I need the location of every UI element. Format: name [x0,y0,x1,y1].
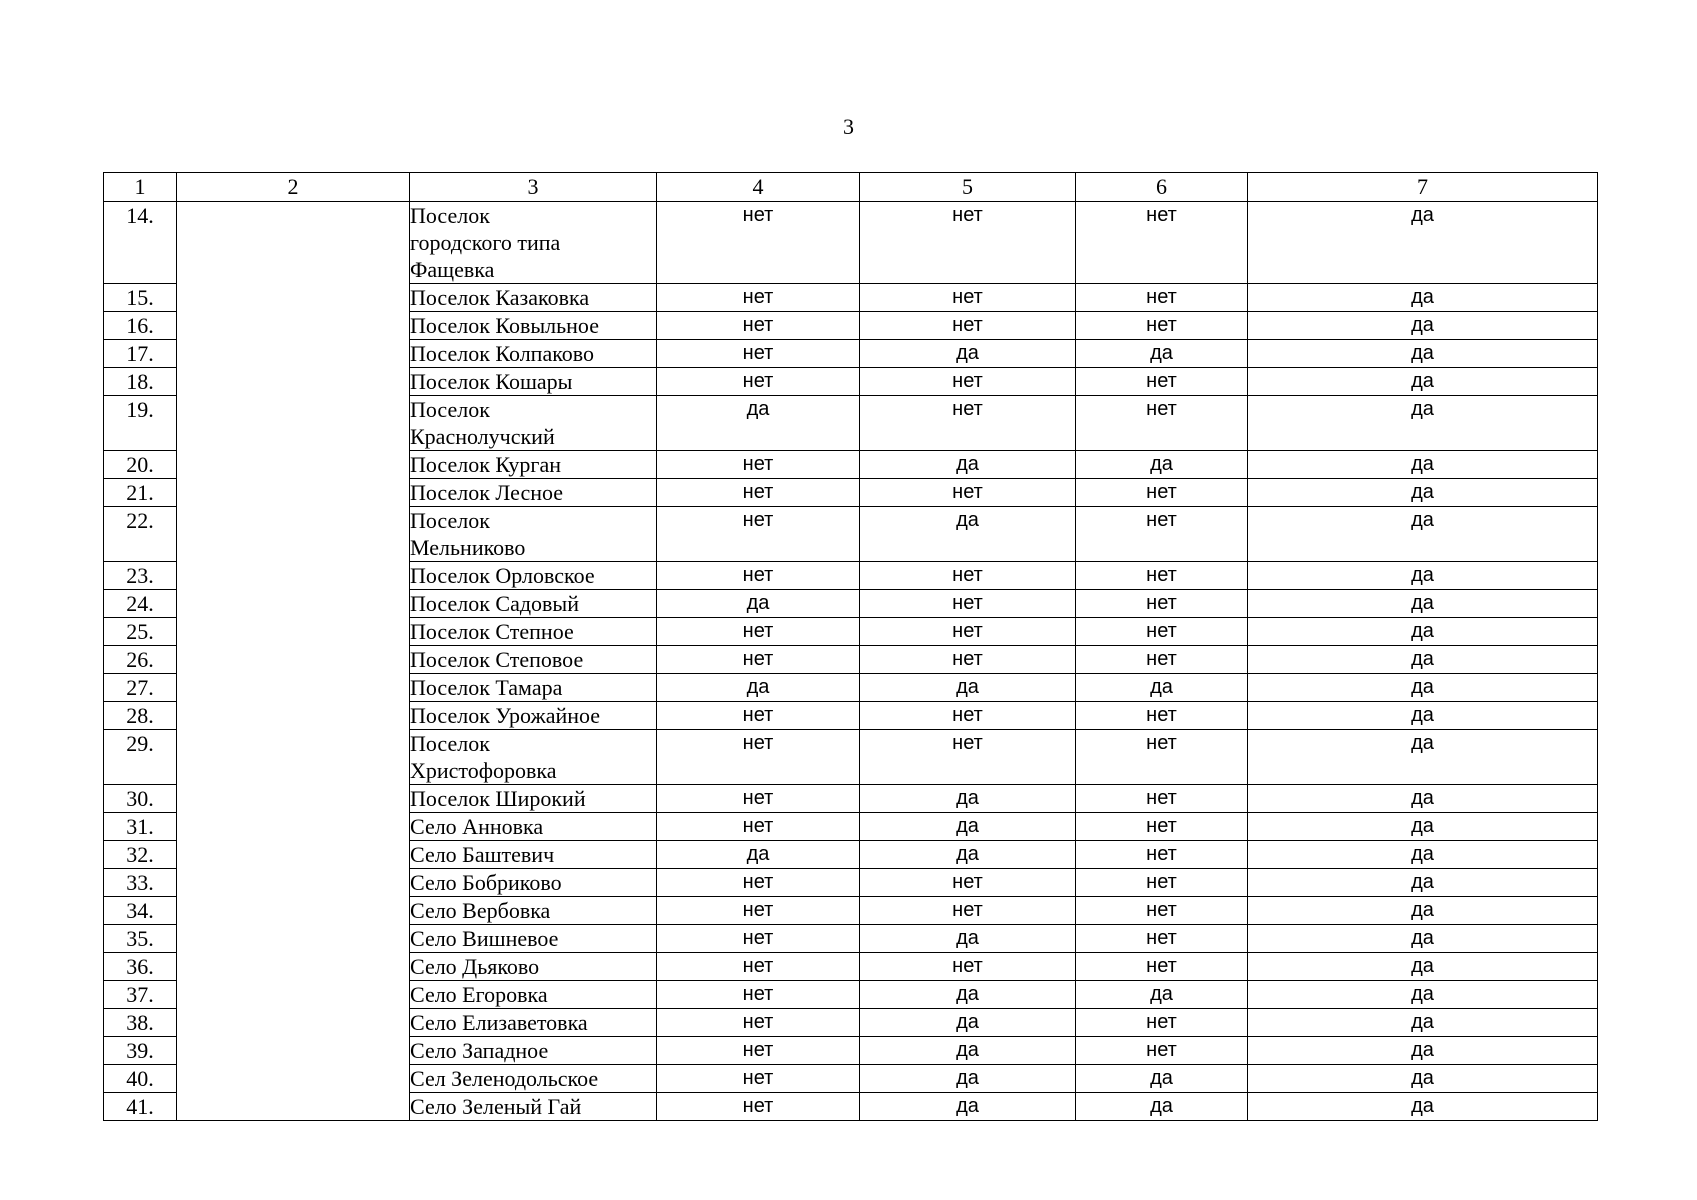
value-cell-c4: нет [657,1037,860,1065]
value-cell-c6: нет [1076,562,1248,590]
settlement-name-line: Поселок Садовый [410,591,579,616]
settlement-name [410,702,657,730]
value-cell-c4: нет [657,813,860,841]
settlement-name-line: Поселок Ковыльное [410,313,599,338]
value-cell-c6: нет [1076,284,1248,312]
table-header-row [104,173,1598,202]
value-cell-c5: да [860,841,1076,869]
value-cell-c7: да [1248,730,1598,785]
settlement-name-line: Поселок [410,508,490,533]
value-cell-c5: да [860,785,1076,813]
row-number: 21. [104,479,177,507]
table-row [104,202,1598,284]
value-cell-c6: нет [1076,396,1248,451]
settlement-name-line: городского типа [410,230,561,255]
row-number: 34. [104,897,177,925]
value-cell-c4: нет [657,368,860,396]
value-cell-c7: да [1248,702,1598,730]
column-header: 3 [410,173,657,202]
value-cell-c6: нет [1076,1009,1248,1037]
row-number: 31. [104,813,177,841]
column-header: 4 [657,173,860,202]
settlement-name [410,897,657,925]
value-cell-c4: нет [657,869,860,897]
value-cell-c6: да [1076,340,1248,368]
settlement-name-line: Поселок Курган [410,452,561,477]
settlement-name-line: Поселок Степовое [410,647,584,672]
value-cell-c7: да [1248,618,1598,646]
value-cell-c6: нет [1076,646,1248,674]
value-cell-c7: да [1248,368,1598,396]
value-cell-c4: нет [657,479,860,507]
settlement-name [410,396,657,451]
value-cell-c5: да [860,451,1076,479]
value-cell-c5: нет [860,702,1076,730]
settlements-table [103,172,1598,1121]
value-cell-c5: нет [860,284,1076,312]
row-number: 26. [104,646,177,674]
settlement-name [410,451,657,479]
value-cell-c6: нет [1076,869,1248,897]
value-cell-c6: нет [1076,897,1248,925]
value-cell-c4: нет [657,202,860,284]
settlement-name-line: Село Вербовка [410,898,551,923]
settlement-name [410,953,657,981]
value-cell-c7: да [1248,451,1598,479]
settlement-name-line: Поселок Степное [410,619,574,644]
value-cell-c7: да [1248,590,1598,618]
row-number: 16. [104,312,177,340]
value-cell-c5: нет [860,562,1076,590]
page-number: 3 [843,114,854,139]
settlement-name-line: Село Баштевич [410,842,555,867]
value-cell-c6: нет [1076,590,1248,618]
value-cell-c5: нет [860,869,1076,897]
settlement-name-line: Поселок [410,203,490,228]
row-number: 35. [104,925,177,953]
column-header: 1 [104,173,177,202]
value-cell-c6: нет [1076,479,1248,507]
value-cell-c6: нет [1076,1037,1248,1065]
value-cell-c4: нет [657,925,860,953]
row-number: 29. [104,730,177,785]
settlement-name [410,1065,657,1093]
value-cell-c5: нет [860,368,1076,396]
row-number: 38. [104,1009,177,1037]
value-cell-c5: да [860,925,1076,953]
value-cell-c4: нет [657,1093,860,1121]
value-cell-c6: да [1076,674,1248,702]
value-cell-c5: нет [860,590,1076,618]
settlement-name-line: Село Дьяково [410,954,540,979]
settlement-name-line: Поселок Казаковка [410,285,590,310]
value-cell-c6: нет [1076,202,1248,284]
value-cell-c5: нет [860,953,1076,981]
value-cell-c6: нет [1076,312,1248,340]
settlement-name-line: Мельниково [410,535,526,560]
settlement-name-line: Село Вишневое [410,926,559,951]
value-cell-c5: нет [860,202,1076,284]
value-cell-c4: нет [657,618,860,646]
value-cell-c7: да [1248,897,1598,925]
value-cell-c6: нет [1076,730,1248,785]
value-cell-c5: да [860,813,1076,841]
settlement-name [410,813,657,841]
settlement-name-line: Фащевка [410,257,495,282]
settlement-name-line: Сел Зеленодольское [410,1066,599,1091]
value-cell-c5: да [860,674,1076,702]
value-cell-c6: нет [1076,813,1248,841]
settlement-name [410,1037,657,1065]
value-cell-c4: нет [657,702,860,730]
value-cell-c4: нет [657,1065,860,1093]
column-header: 6 [1076,173,1248,202]
settlement-name-line: Поселок Кошары [410,369,573,394]
settlement-name-line: Село Егоровка [410,982,548,1007]
value-cell-c7: да [1248,674,1598,702]
row-number: 37. [104,981,177,1009]
value-cell-c6: нет [1076,785,1248,813]
value-cell-c5: нет [860,618,1076,646]
value-cell-c4: нет [657,312,860,340]
value-cell-c7: да [1248,869,1598,897]
value-cell-c4: нет [657,981,860,1009]
value-cell-c5: да [860,507,1076,562]
settlement-name-line: Краснолучский [410,424,555,449]
value-cell-c7: да [1248,340,1598,368]
row-number: 32. [104,841,177,869]
settlement-name [410,479,657,507]
value-cell-c5: да [860,1037,1076,1065]
value-cell-c4: нет [657,451,860,479]
settlement-name [410,730,657,785]
settlement-name [410,590,657,618]
value-cell-c5: да [860,1009,1076,1037]
value-cell-c4: нет [657,1009,860,1037]
value-cell-c6: нет [1076,953,1248,981]
row-number: 28. [104,702,177,730]
value-cell-c4: да [657,674,860,702]
settlement-name [410,785,657,813]
value-cell-c5: да [860,1065,1076,1093]
row-number: 25. [104,618,177,646]
row-number: 40. [104,1065,177,1093]
value-cell-c7: да [1248,1009,1598,1037]
settlement-name-line: Христофоровка [410,758,557,783]
settlement-name [410,1093,657,1121]
settlement-name [410,869,657,897]
value-cell-c6: да [1076,1065,1248,1093]
value-cell-c4: нет [657,730,860,785]
value-cell-c4: да [657,590,860,618]
value-cell-c5: нет [860,312,1076,340]
value-cell-c4: нет [657,897,860,925]
value-cell-c5: да [860,1093,1076,1121]
settlement-name [410,340,657,368]
value-cell-c6: нет [1076,507,1248,562]
settlement-name-line: Село Бобриково [410,870,562,895]
value-cell-c6: нет [1076,925,1248,953]
row-number: 19. [104,396,177,451]
row-number: 22. [104,507,177,562]
settlement-name-line: Поселок [410,397,490,422]
value-cell-c4: нет [657,646,860,674]
settlement-name-line: Поселок Тамара [410,675,563,700]
row-number: 36. [104,953,177,981]
value-cell-c7: да [1248,1037,1598,1065]
value-cell-c6: нет [1076,618,1248,646]
value-cell-c6: нет [1076,841,1248,869]
row-number: 17. [104,340,177,368]
settlement-name [410,284,657,312]
settlement-name [410,618,657,646]
value-cell-c7: да [1248,646,1598,674]
settlement-name [410,925,657,953]
row-number: 39. [104,1037,177,1065]
row-number: 24. [104,590,177,618]
row-number: 30. [104,785,177,813]
value-cell-c5: да [860,981,1076,1009]
value-cell-c7: да [1248,396,1598,451]
value-cell-c4: нет [657,507,860,562]
settlement-name-line: Поселок [410,731,490,756]
row-number: 15. [104,284,177,312]
value-cell-c4: нет [657,562,860,590]
value-cell-c4: нет [657,284,860,312]
settlement-name [410,646,657,674]
settlement-name [410,981,657,1009]
value-cell-c7: да [1248,813,1598,841]
row-number: 20. [104,451,177,479]
value-cell-c4: да [657,396,860,451]
value-cell-c4: нет [657,340,860,368]
merged-empty-cell [177,202,410,1121]
value-cell-c7: да [1248,1093,1598,1121]
value-cell-c7: да [1248,562,1598,590]
settlement-name [410,312,657,340]
value-cell-c6: да [1076,1093,1248,1121]
row-number: 27. [104,674,177,702]
settlement-name [410,507,657,562]
settlement-name [410,1009,657,1037]
row-number: 41. [104,1093,177,1121]
value-cell-c7: да [1248,479,1598,507]
value-cell-c7: да [1248,981,1598,1009]
value-cell-c5: нет [860,897,1076,925]
value-cell-c4: да [657,841,860,869]
value-cell-c5: нет [860,646,1076,674]
settlement-name [410,368,657,396]
value-cell-c7: да [1248,312,1598,340]
column-header: 2 [177,173,410,202]
table-body [104,202,1598,1121]
settlement-name-line: Поселок Колпаково [410,341,595,366]
value-cell-c6: да [1076,451,1248,479]
value-cell-c7: да [1248,785,1598,813]
value-cell-c4: нет [657,953,860,981]
value-cell-c6: да [1076,981,1248,1009]
settlement-name [410,202,657,284]
row-number: 33. [104,869,177,897]
settlement-name-line: Село Зеленый Гай [410,1094,582,1119]
value-cell-c7: да [1248,284,1598,312]
row-number: 23. [104,562,177,590]
settlement-name [410,674,657,702]
settlement-name-line: Село Западное [410,1038,549,1063]
settlement-name-line: Село Елизаветовка [410,1010,588,1035]
value-cell-c7: да [1248,925,1598,953]
value-cell-c7: да [1248,202,1598,284]
settlement-name-line: Село Анновка [410,814,544,839]
value-cell-c7: да [1248,1065,1598,1093]
value-cell-c5: нет [860,730,1076,785]
value-cell-c7: да [1248,953,1598,981]
settlement-name-line: Поселок Орловское [410,563,595,588]
value-cell-c6: нет [1076,368,1248,396]
value-cell-c5: нет [860,396,1076,451]
column-header: 5 [860,173,1076,202]
value-cell-c5: нет [860,479,1076,507]
row-number: 18. [104,368,177,396]
column-header: 7 [1248,173,1598,202]
row-number: 14. [104,202,177,284]
settlement-name [410,841,657,869]
value-cell-c6: нет [1076,702,1248,730]
settlement-name-line: Поселок Урожайное [410,703,601,728]
settlement-name-line: Поселок Лесное [410,480,564,505]
settlement-name-line: Поселок Широкий [410,786,586,811]
settlement-name [410,562,657,590]
value-cell-c4: нет [657,785,860,813]
value-cell-c5: да [860,340,1076,368]
value-cell-c7: да [1248,841,1598,869]
value-cell-c7: да [1248,507,1598,562]
